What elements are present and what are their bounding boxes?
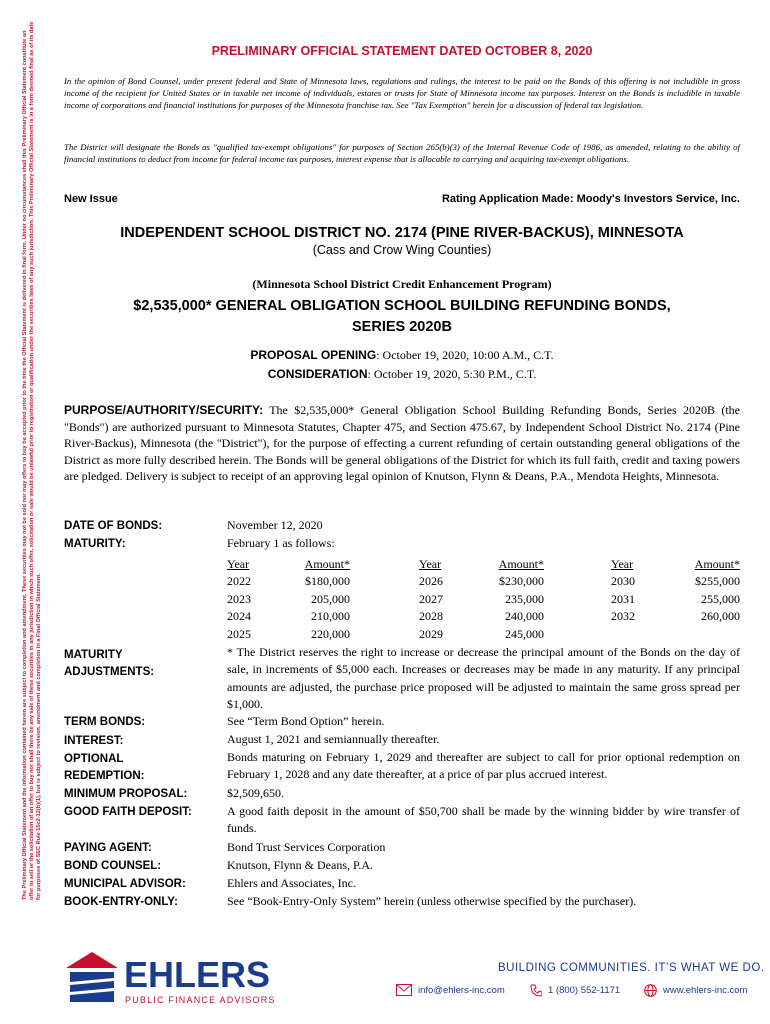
maturity-year: 2032 (611, 609, 635, 624)
maturity-amount: 255,000 (701, 591, 740, 606)
maturity-amount: 210,000 (311, 609, 350, 624)
globe-icon (644, 984, 657, 997)
minimum-proposal-label: MINIMUM PROPOSAL: (64, 788, 188, 800)
purpose-paragraph (64, 402, 740, 485)
optional-redemption-label (64, 751, 145, 785)
maturity-amount: 205,000 (311, 591, 350, 606)
contact-email[interactable] (396, 984, 505, 996)
counties: (Cass and Crow Wing Counties) (312, 243, 492, 257)
term-bonds-value: See “Term Bond Option” herein. (227, 714, 385, 728)
paying-agent-label: PAYING AGENT: (64, 842, 152, 854)
maturity-col-2-years (419, 556, 449, 643)
paying-agent-value: Bond Trust Services Corporation (227, 840, 386, 854)
maturity-amount: $180,000 (305, 574, 350, 589)
maturity-col-1-years (227, 556, 257, 643)
issue-row (64, 193, 740, 205)
maturity-adjustments-value: * The District reserves the right to increase or decrease the principal amount of the Bonds on the day of sale, in increments of $5,000 each. Increases or decreases may be made in any maturity. If any principal amounts are adjusted, the purchase price proposed will be adjusted to maintain the same gross spread per $1,000. (227, 645, 740, 712)
maturity-amount: 220,000 (311, 626, 350, 641)
disclaimer-text: The Preliminary Official Statement and the information contained herein are subject to completion and amendment. These securities may not be sold nor may offers to buy be accepted prior to the time the Official Statement is delivered in final form. Under no circumstances shall this Preliminary Official Statement constitute an offer to sell or the solicitation of an offer to buy nor shall there be any sale of these securities in any jurisdiction in which such offer, solicitation or sale would be unlawful prior to registration or qualification under the securities laws of any such jurisdiction. This Preliminary Official Statement is in a form deemed final as of its date for purposes of SEC Rule 15c2-12(b)(1), but is subject to revision, amendment and completion in a Final Official Statement. (22, 21, 42, 900)
contact-web[interactable] (644, 984, 747, 997)
consideration-label: CONSIDERATION (267, 367, 368, 381)
maturity-year: 2023 (227, 591, 251, 606)
maturity-year: 2030 (611, 574, 635, 589)
interest-label: INTEREST: (64, 735, 124, 747)
maturity-year: 2031 (611, 591, 635, 606)
ehlers-brand-sub: PUBLIC FINANCE ADVISORS (125, 995, 276, 1005)
maturity-year: 2022 (227, 574, 251, 589)
phone-text: 1 (800) 552-1171 (548, 985, 621, 996)
purpose-text: The $2,535,000* General Obligation School Building Refunding Bonds, Series 2020B (the "Bonds") are authorized pursuant to Minnesota Statutes, Chapter 475, and Section 475.67, by Independent School District No. 2174 (Pine River-Backus), Minnesota (the "District"), for the purpose of effecting a current refunding of certain outstanding general obligations of the District as more fully described herein. The Bonds will be general obligations of the District for which its full faith, credit and taxing powers are pledged. Delivery is subject to receipt of an approving legal opinion of Knutson, Flynn & Deans, P.A., Mendota Heights, Minnesota. (64, 403, 740, 483)
bond-title (64, 296, 740, 338)
amount-header: Amount* (498, 557, 544, 571)
municipal-advisor-label: MUNICIPAL ADVISOR: (64, 878, 186, 890)
consideration-value: : October 19, 2020, 5:30 P.M., C.T. (367, 367, 537, 381)
maturity-amount: $230,000 (499, 574, 544, 589)
municipal-advisor-value: Ehlers and Associates, Inc. (227, 876, 356, 890)
maturity-adjustments-label-line-1: MATURITY (64, 649, 123, 661)
maturity-amount: 260,000 (701, 609, 740, 624)
maturity-col-3-years (611, 556, 641, 626)
tax-opinion-paragraph: In the opinion of Bond Counsel, under present federal and State of Minnesota laws, regulations and rulings, the interest to be paid on the Bonds of this offering is not includible in gross income of the recipient for United States or in taxable net income of individuals, estates or trusts for State of Minnesota income tax purposes. Interest on the Bonds is includible in taxable income of corporations and financial institutions for purposes of the Minnesota franchise tax. See "Tax Exemption" herein for a discussion of federal tax legislation. (64, 76, 740, 110)
ehlers-logo-icon (66, 950, 276, 1008)
year-header: Year (227, 557, 250, 571)
web-text: www.ehlers-inc.com (663, 985, 748, 996)
interest-value: August 1, 2021 and semiannually thereafter. (227, 732, 440, 746)
amount-header: Amount* (694, 557, 740, 571)
optional-redemption-label-line-2: REDEMPTION: (64, 770, 145, 782)
purpose-label: PURPOSE/AUTHORITY/SECURITY: (64, 403, 264, 417)
maturity-col-1-amounts (285, 556, 350, 643)
minimum-proposal-value: $2,509,650. (227, 786, 284, 800)
bond-title-line-1: $2,535,000* GENERAL OBLIGATION SCHOOL BUILDING REFUNDING BONDS, (133, 298, 671, 314)
district-name: INDEPENDENT SCHOOL DISTRICT NO. 2174 (PINE RIVER-BACKUS), MINNESOTA (120, 225, 684, 241)
year-header: Year (419, 557, 442, 571)
maturity-year: 2028 (419, 609, 443, 624)
date-of-bonds-label: DATE OF BONDS: (64, 520, 163, 532)
consideration (64, 367, 740, 382)
good-faith-deposit-value: A good faith deposit in the amount of $50,700 shall be made by the winning bidder by wire transfer of funds. (227, 804, 740, 836)
document-title: PRELIMINARY OFFICIAL STATEMENT DATED OCTOBER 8, 2020 (211, 44, 593, 58)
maturity-col-2-amounts (479, 556, 544, 643)
maturity-amount: $255,000 (695, 574, 740, 589)
maturity-year: 2026 (419, 574, 443, 589)
new-issue-label: New Issue (64, 193, 118, 205)
bond-title-line-2: SERIES 2020B (352, 319, 452, 335)
rating-label: Rating Application Made: Moody's Investors Service, Inc. (441, 193, 740, 205)
sidebar-disclaimer (0, 0, 58, 1024)
maturity-adjustments-label (64, 647, 154, 681)
proposal-opening-value: : October 19, 2020, 10:00 A.M., C.T. (376, 348, 554, 362)
credit-program: (Minnesota School District Credit Enhancement Program) (252, 277, 552, 291)
amount-header: Amount* (304, 557, 350, 571)
maturity-amount: 240,000 (505, 609, 544, 624)
term-bonds-label: TERM BONDS: (64, 716, 146, 728)
maturity-year: 2025 (227, 626, 251, 641)
email-text: info@ehlers-inc.com (418, 984, 505, 996)
proposal-opening (64, 348, 740, 363)
maturity-amount: 235,000 (505, 591, 544, 606)
contact-phone[interactable] (530, 984, 620, 997)
proposal-opening-label: PROPOSAL OPENING (250, 348, 377, 362)
date-of-bonds-value: November 12, 2020 (227, 518, 323, 532)
bond-counsel-value: Knutson, Flynn & Deans, P.A. (227, 858, 374, 872)
envelope-icon (396, 984, 412, 996)
tagline: BUILDING COMMUNITIES. IT’S WHAT WE DO. (498, 962, 765, 974)
qualified-obligation-paragraph: The District will designate the Bonds as "qualified tax-exempt obligations" for purposes of Section 265(b)(3) of the Internal Revenue Code of 1986, as amended, relating to the ability of financial institutions to deduct from income for federal income tax purposes, interest expense that is allocable to carrying and acquiring tax-exempt obligations. (64, 142, 740, 164)
book-entry-value: See “Book-Entry-Only System” herein (unless otherwise specified by the purchaser). (227, 894, 637, 908)
maturity-label: MATURITY: (64, 538, 126, 550)
ehlers-brand: EHLERS (124, 954, 271, 995)
bond-counsel-label: BOND COUNSEL: (64, 860, 162, 872)
optional-redemption-label-line-1: OPTIONAL (64, 753, 124, 765)
phone-icon (530, 984, 542, 997)
maturity-amount: 245,000 (505, 626, 544, 641)
year-header: Year (611, 557, 634, 571)
optional-redemption-value: Bonds maturing on February 1, 2029 and thereafter are subject to call for prior optional redemption on February 1, 2028 and any date thereafter, at a price of par plus accrued interest. (227, 750, 740, 782)
maturity-adjustments-label-line-2: ADJUSTMENTS: (64, 666, 155, 678)
maturity-value: February 1 as follows: (227, 536, 335, 550)
maturity-year: 2029 (419, 626, 443, 641)
maturity-col-3-amounts (675, 556, 740, 626)
book-entry-label: BOOK-ENTRY-ONLY: (64, 896, 178, 908)
maturity-year: 2024 (227, 609, 251, 624)
good-faith-deposit-label: GOOD FAITH DEPOSIT: (64, 806, 192, 818)
maturity-year: 2027 (419, 591, 443, 606)
ehlers-logo (66, 950, 276, 1013)
